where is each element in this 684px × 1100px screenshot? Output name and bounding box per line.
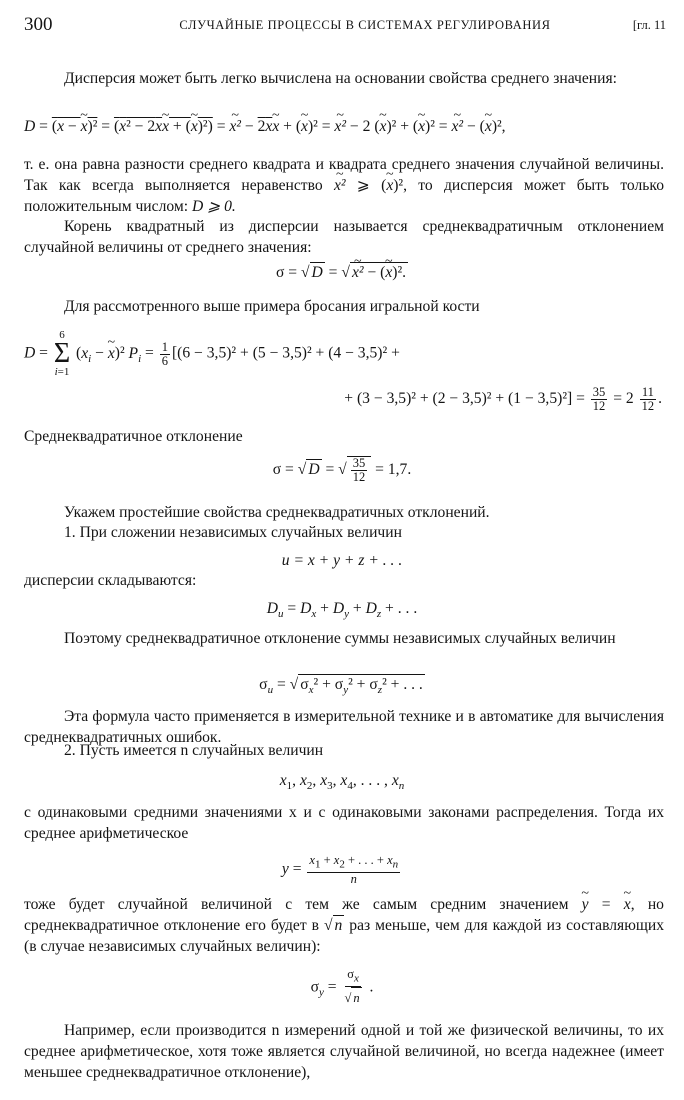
paragraph-dice-example: Для рассмотренного выше примера бросания игральной кости: [64, 298, 480, 315]
paragraph-example-measurements: Например, если производится n измерений одной и той же физической величины, то их среднее арифметическое, хотя тоже является случайной величиной, но всегда надежнее (имеет меньшее среднеквадратичное отклонение),: [24, 1022, 664, 1081]
inequality-inline: ~ x² ⩾ (~ x)²,: [334, 177, 407, 194]
paragraph-property-2: [24, 740, 664, 761]
equation-du: $D_u = D_x + D_y + D_z$ + . . .: [266, 600, 418, 621]
paragraph-mean-property: тоже будет случайной величиной с тем же самым средним значением ~ y = ~ x, но среднеквадратичное отклонение его будет в √ n раз меньше, чем для каждой из составляющих (в случае независимых случайных величин):: [24, 894, 664, 957]
paragraph-rms-label: Среднеквадратичное отклонение: [24, 428, 243, 445]
paragraph-rms-definition: Корень квадратный из дисперсии называется среднеквадратичным отклонением случайной величины от среднего значения:: [24, 218, 664, 256]
chapter-label: [гл. 11: [632, 18, 666, 32]
equation-u-sum: u = x + y + z + . . .: [281, 552, 403, 569]
equation-x-list: $x_1$, $x_2$, $x_3$, $x_4$, . . . , $x_n$: [279, 772, 405, 793]
page-number: 300: [24, 14, 53, 35]
paragraph-formula-usage: Эта формула часто применяется в измерительной технике и в автоматике для вычисления среднеквадратичных ошибок.: [24, 708, 664, 746]
mean-equal-inline: ~ y = ~ x,: [582, 896, 635, 913]
equation-mean: y = $\frac{x_1 + x_2 + . . . + x_n}{n}$: [281, 853, 399, 886]
property-2-text: 2. Пусть имеется n случайных величин: [64, 742, 324, 759]
page-header: [24, 14, 666, 38]
paragraph-dispersions-add: дисперсии складываются:: [24, 572, 197, 589]
equation-sigma-u: $\sigma_u$ = √ $\sigma_x^2 + \sigma_y^2 + \sigma_z^2$ + . . .: [0, 674, 684, 701]
mean-property-text-a: тоже будет случайной величиной с тем же самым средним значением: [24, 896, 569, 913]
inequality-d-positive: D ⩾ 0.: [191, 198, 236, 215]
mean-property-text-c: раз меньше, чем для каждой из составляющих (в случае независимых случайных величин):: [24, 917, 664, 955]
mean-property-text-b: но среднеквадратичное отклонение его будет в: [24, 896, 664, 934]
paragraph-dispersion-explain: [24, 154, 664, 217]
equation-dice-line2: + (3 − 3,5)² + (2 − 3,5)² + (1 − 3,5)²] = $\frac{35}{12}$ = 2 $\frac{11}{12}$ .: [344, 385, 662, 413]
paragraph-same-means: с одинаковыми средними значениями x и с одинаковыми законами распределения. Тогда их среднее арифметическое: [24, 804, 664, 842]
equation-dice-line1: D = 6 Σ i=1 ($x_i$ − ~ x)² $P_i$ = $\frac{1}{6}$ [(6 − 3,5)² + (5 − 3,5)² + (4 − 3,5)² +: [24, 330, 400, 378]
running-title: СЛУЧАЙНЫЕ ПРОЦЕССЫ В СИСТЕМАХ РЕГУЛИРОВАНИЯ: [179, 18, 551, 32]
positive-text: то дисперсия может быть только положительным числом:: [24, 177, 664, 215]
paragraph-dispersion-intro: Дисперсия может быть легко вычислена на основании свойства среднего значения:: [64, 70, 617, 87]
equation-sigma-definition: σ = √ D = √~ x² − (~ x)².: [0, 262, 684, 284]
dispersion-explain-text: т. е. она равна разности среднего квадрата и квадрата среднего значения случайной величины. Так как всегда выполняется неравенство: [24, 156, 664, 194]
equation-sigma-value: σ = √ D = √ $\frac{35}{12}$ = 1,7.: [272, 456, 412, 484]
equation-sigma-y: $\sigma_y$ = $\frac{\sigma_x}{√ n}$ .: [0, 968, 684, 1008]
paragraph-properties: Укажем простейшие свойства среднеквадратичных отклонений.: [64, 504, 490, 521]
paragraph-rms-sum: Поэтому среднеквадратичное отклонение суммы независимых случайных величин: [64, 630, 616, 647]
paragraph-property-1: 1. При сложении независимых случайных величин: [64, 524, 402, 541]
equation-dispersion: D = (x − ~ x)² = (x² − 2x~ x + (~ x)²) = ~ x² − 2x~ x + (~ x)² = ~ x² − 2 (~ x)² + (~ x)² = ~ x² − (~ x)²,: [24, 116, 506, 138]
